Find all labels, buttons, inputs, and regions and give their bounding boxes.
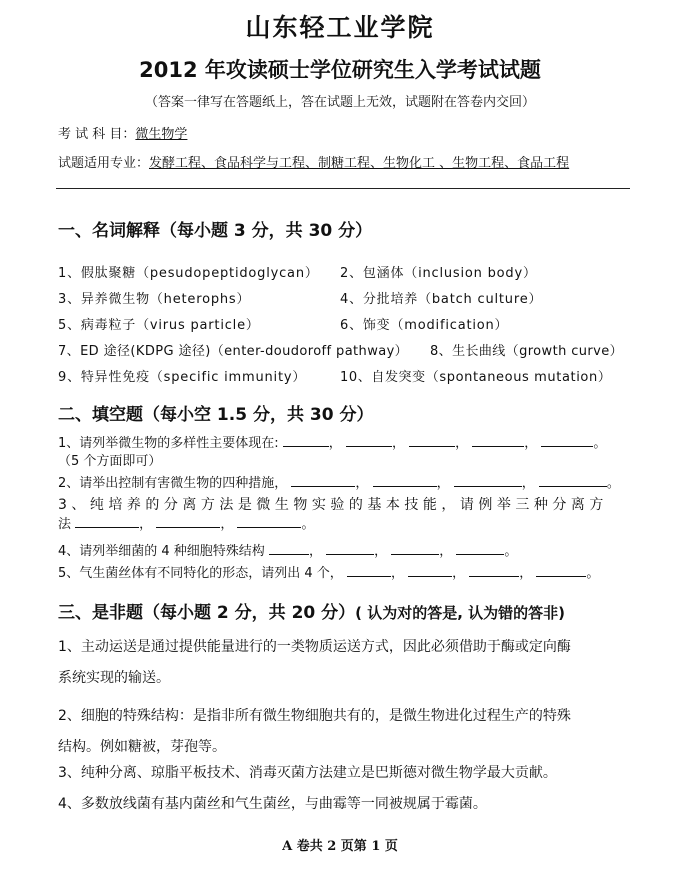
answer-blank [536, 564, 586, 577]
section2-title: 二、填空题（每小空 1.5 分，共 30 分） [58, 405, 374, 425]
fill-question-cont: （5 个方面即可） [58, 454, 162, 469]
university-name: 山东轻工业学院 [245, 13, 435, 42]
true-false-question-cont: 结构。例如糖被，芽孢等。 [58, 739, 226, 755]
fill-question-cont: 法 ， ， 。 [58, 517, 315, 532]
subject-label: 考 试 科 目： [58, 127, 136, 142]
answer-blank [283, 434, 329, 447]
fill-question: 1、请列举微生物的多样性主要体现在: ， ， ， ， 。 [58, 436, 607, 451]
fill-question: 4、请列举细菌的 4 种细胞特殊结构 ， ， ， 。 [58, 544, 518, 559]
term-item: 1、假肽聚糖（pesudopeptidoglycan） [58, 266, 319, 281]
page-footer: A 卷共 2 页第 1 页 [282, 839, 398, 854]
answer-blank [391, 542, 439, 555]
majors-value: 发酵工程、食品科学与工程、制糖工程、生物化工 、生物工程、食品工程 [149, 156, 570, 171]
section3-title-tail: ( 认为对的答是, 认为错的答非) [355, 604, 566, 622]
term-item: 5、病毒粒子（virus particle） [58, 318, 260, 333]
answer-blank [469, 564, 519, 577]
true-false-question: 1、主动运送是通过提供能量进行的一类物质运送方式，因此必须借助于酶或定向酶 [58, 639, 571, 655]
answer-blank [456, 542, 504, 555]
answer-blank [373, 474, 437, 487]
exam-title: 2012 年攻读硕士学位研究生入学考试试题 [139, 58, 541, 82]
majors-line [58, 152, 569, 171]
answer-blank [291, 474, 355, 487]
answer-blank [156, 515, 220, 528]
answer-blank [269, 542, 309, 555]
answer-blank [539, 474, 607, 487]
term-item: 6、饰变（modification） [340, 318, 509, 333]
question-text: 5、气生菌丝体有不同特化的形态，请列出 4 个， [58, 566, 343, 581]
answer-blank [454, 474, 522, 487]
question-text: 4、请列举细菌的 4 种细胞特殊结构 [58, 544, 265, 559]
answer-blank [541, 434, 593, 447]
term-item: 10、自发突变（spontaneous mutation） [340, 370, 612, 385]
answer-instruction: （答案一律写在答题纸上，答在试题上无效，试题附在答卷内交回） [144, 95, 535, 110]
answer-blank [409, 434, 455, 447]
term-item: 7、ED 途径(KDPG 途径)（enter-doudoroff pathway） [58, 344, 409, 359]
term-item: 4、分批培养（batch culture） [340, 292, 543, 307]
true-false-question: 4、多数放线菌有基内菌丝和气生菌丝，与曲霉等一同被规属于霉菌。 [58, 796, 487, 812]
answer-blank [347, 564, 391, 577]
fill-question: 3、纯培养的分离方法是微生物实验的基本技能，请例举三种分离方 [58, 497, 608, 513]
true-false-question: 2、细胞的特殊结构：是指非所有微生物细胞共有的，是微生物进化过程生产的特殊 [58, 708, 571, 724]
fill-question: 5、气生菌丝体有不同特化的形态，请列出 4 个， ， ， ， 。 [58, 566, 600, 581]
question-text: 2、请举出控制有害微生物的四种措施， [58, 476, 288, 491]
subject-line [58, 123, 187, 142]
answer-blank [326, 542, 374, 555]
question-text: 1、请列举微生物的多样性主要体现在: [58, 436, 279, 451]
term-item: 2、包涵体（inclusion body） [340, 266, 537, 281]
term-item: 8、生长曲线（growth curve） [430, 344, 624, 359]
term-item: 3、异养微生物（heterophs） [58, 292, 251, 307]
answer-blank [75, 515, 139, 528]
section1-title: 一、名词解释（每小题 3 分，共 30 分） [58, 221, 373, 241]
answer-blank [346, 434, 392, 447]
true-false-question-cont: 系统实现的输送。 [58, 670, 170, 686]
section3-title: 三、是非题（每小题 2 分，共 20 分）( 认为对的答是, 认为错的答非) [58, 603, 566, 623]
term-item: 9、特异性免疫（specific immunity） [58, 370, 307, 385]
answer-blank [472, 434, 524, 447]
majors-label: 试题适用专业： [58, 156, 150, 171]
subject-value: 微生物学 [135, 127, 188, 142]
true-false-question: 3、纯种分离、琼脂平板技术、消毒灭菌方法建立是巴斯德对微生物学最大贡献。 [58, 765, 557, 781]
answer-blank [237, 515, 301, 528]
fill-question: 2、请举出控制有害微生物的四种措施， ， ， ， 。 [58, 476, 620, 491]
header-divider [56, 188, 630, 189]
answer-blank [408, 564, 452, 577]
